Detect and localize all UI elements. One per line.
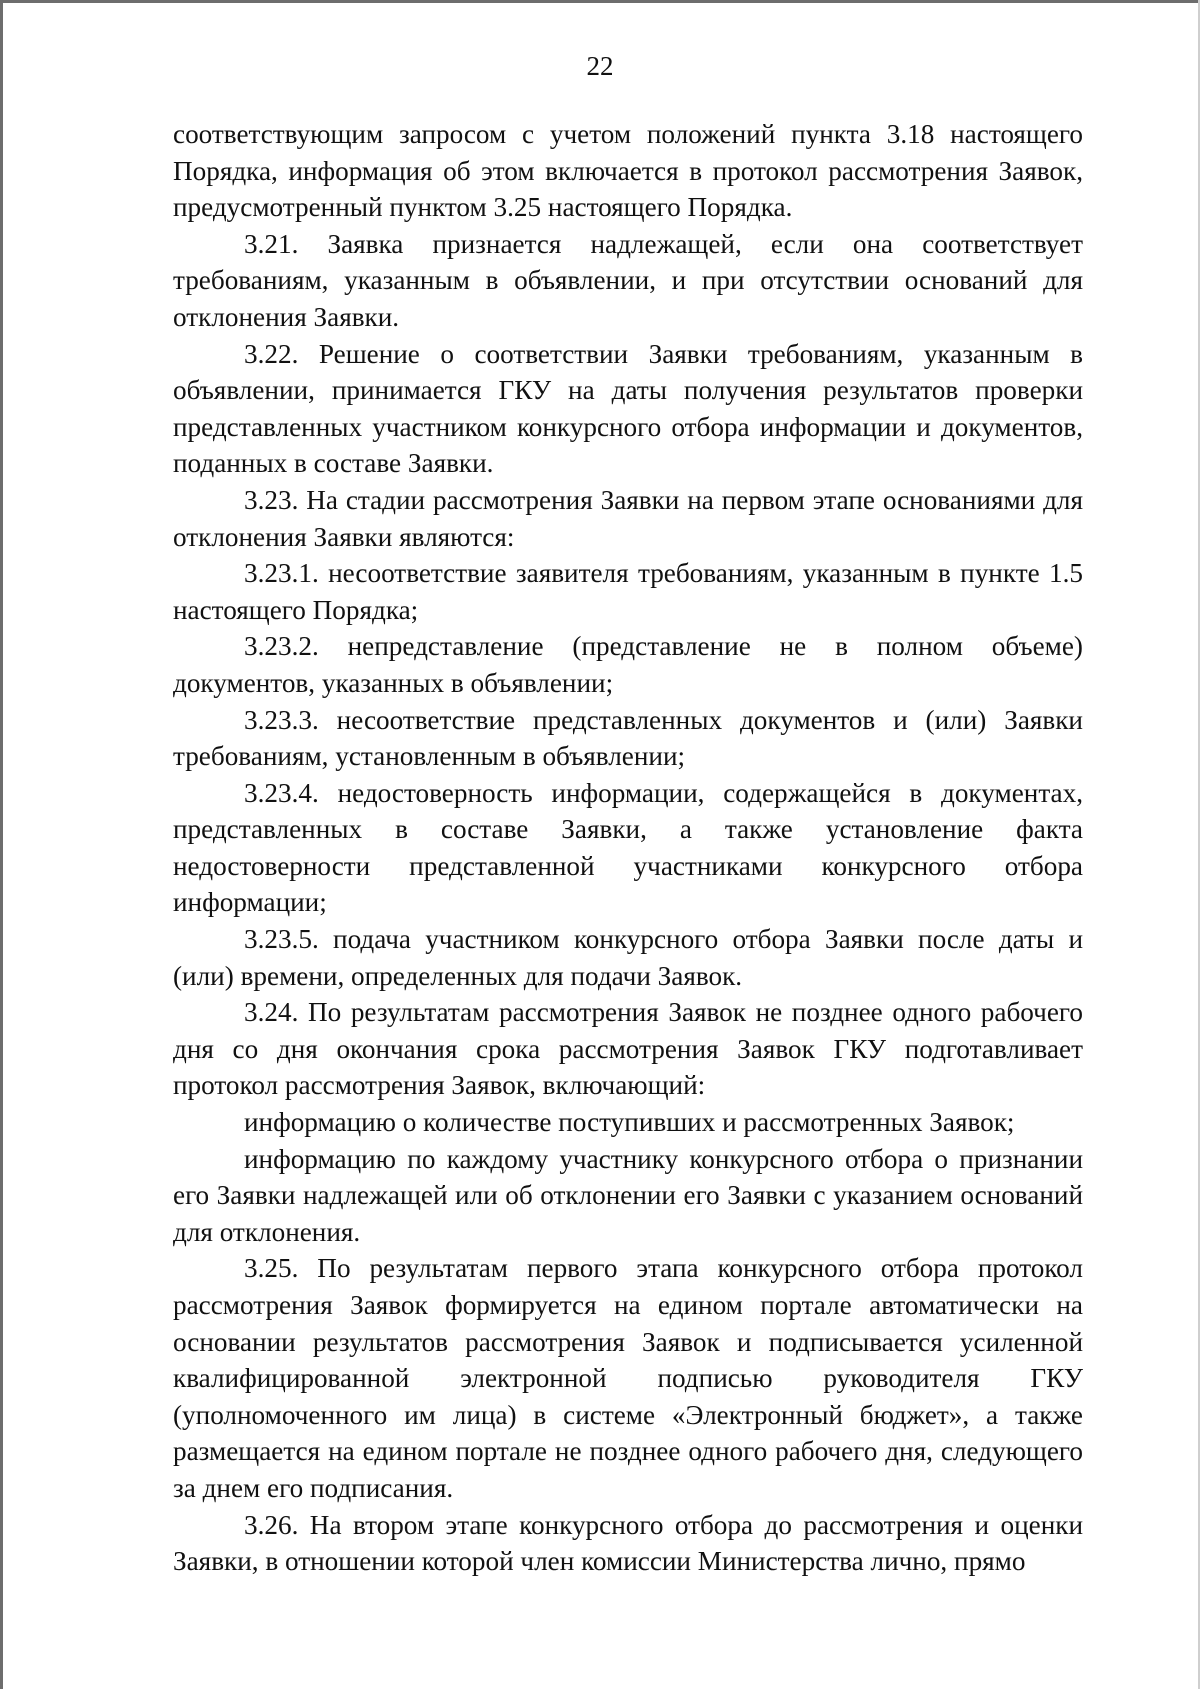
paragraph-3-21: 3.21. Заявка признается надлежащей, если она соответствует требованиям, указанным в объявлении, и при отсутствии оснований для отклонения Заявки. — [173, 228, 1083, 332]
page-number: 22 — [586, 51, 614, 81]
paragraph-3-23-4: 3.23.4. недостоверность информации, содержащейся в документах, представленных в составе Заявки, а также установление факта недостоверности представленной участниками конкурсного отбора информации; — [173, 777, 1083, 918]
paragraph-3-23-2: 3.23.2. непредставление (представление не в полном объеме) документов, указанных в объявлении; — [173, 631, 1083, 698]
paragraph-3-23: 3.23. На стадии рассмотрения Заявки на первом этапе основаниями для отклонения Заявки являются: — [173, 484, 1083, 552]
paragraph-3-24-item-participants: информацию по каждому участнику конкурсного отбора о признании его Заявки надлежащей или об отклонении его Заявки с указанием оснований для отклонения. — [173, 1143, 1083, 1247]
paragraph-3-25: 3.25. По результатам первого этапа конкурсного отбора протокол рассмотрения Заявок формируется на едином портале автоматически на основании результатов рассмотрения Заявок и подписывается усиленной квалифицированной электронной подписью руководителя ГКУ (уполномоченного им лица) в системе «Электронный бюджет», а также размещается на едином портале не позднее одного рабочего дня, следующего за днем его подписания. — [173, 1253, 1083, 1503]
paragraph-3-23-1: 3.23.1. несоответствие заявителя требованиям, указанным в пункте 1.5 настоящего Порядка; — [173, 558, 1083, 625]
document-body — [173, 116, 1083, 1580]
scan-edge-top — [0, 0, 1200, 3]
paragraph-3-23-5: 3.23.5. подача участником конкурсного отбора Заявки после даты и (или) времени, определенных для подачи Заявок. — [173, 924, 1083, 991]
paragraph-3-24: 3.24. По результатам рассмотрения Заявок не позднее одного рабочего дня со дня окончания срока рассмотрения Заявок ГКУ подготавливает протокол рассмотрения Заявок, включающий: — [173, 997, 1083, 1101]
paragraph-3-24-item-count: информацию о количестве поступивших и рассмотренных Заявок; — [244, 1107, 1015, 1138]
paragraph-3-23-3: 3.23.3. несоответствие представленных документов и (или) Заявки требованиям, установленным в объявлении; — [173, 704, 1083, 772]
paragraph-3-22: 3.22. Решение о соответствии Заявки требованиям, указанным в объявлении, принимается ГКУ на даты получения результатов проверки представленных участником конкурсного отбора информации и документов, поданных в составе Заявки. — [173, 338, 1083, 479]
paragraph-3-26: 3.26. На втором этапе конкурсного отбора до рассмотрения и оценки Заявки, в отношении которой член комиссии Министерства лично, прямо — [173, 1509, 1083, 1577]
scan-edge-left — [0, 0, 3, 1689]
paragraph-continuation: соответствующим запросом с учетом положений пункта 3.18 настоящего Порядка, информация об этом включается в протокол рассмотрения Заявок, предусмотренный пунктом 3.25 настоящего Порядка. — [173, 119, 1083, 223]
